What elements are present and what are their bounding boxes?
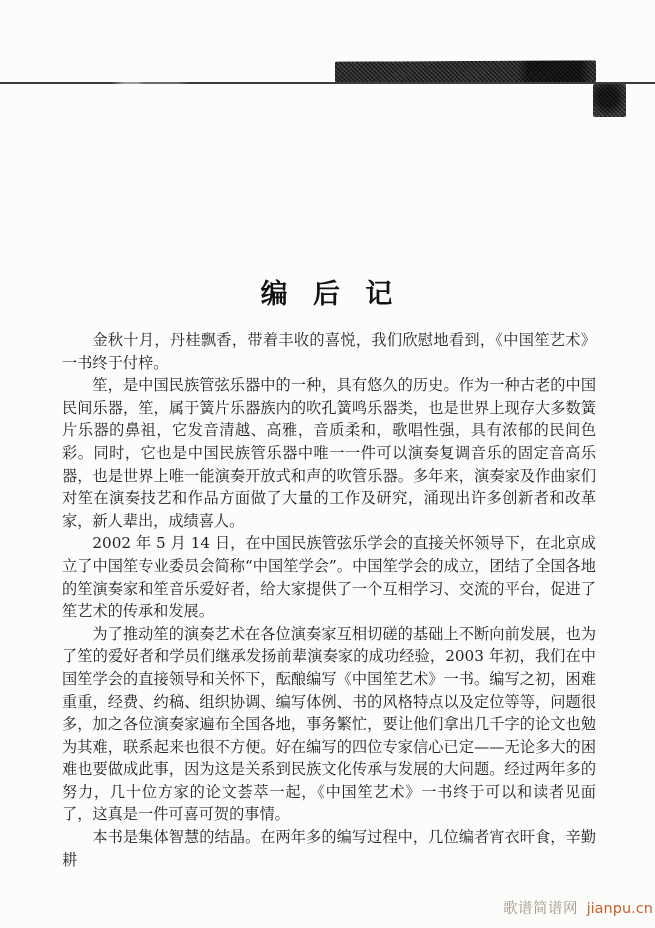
paragraph: 为了推动笙的演奏艺术在各位演奏家互相切磋的基础上不断向前发展，也为了笙的爱好者和学员们继承发扬前辈演奏家的成功经验，2003 年初，我们在中国笙学会的直接领导和关怀下，酝酿编写《中国笙艺术》一书。编写之初，困难重重，经费、约稿、组织协调、编写体例、书的风格特点以及定位等等，问题很多，加之各位演奏家遍布全国各地，事务繁忙，要让他们拿出几千字的论文也勉为其难，联系起来也很不方便。好在编写的四位专家信心已定——无论多大的困难也要做成此事，因为这是关系到民族文化传承与发展的大问题。经过两年多的努力，几十位方家的论文荟萃一起，《中国笙艺术》一书终于可以和读者见面了，这真是一件可喜可贺的事情。 bbox=[62, 624, 596, 824]
watermark-site-url: jianpu.cn bbox=[586, 901, 653, 917]
watermark-site-name: 歌谱简谱网 bbox=[503, 901, 578, 917]
paragraph: 笙，是中国民族管弦乐器中的一种，具有悠久的历史。作为一种古老的中国民间乐器，笙，属于簧片乐器族内的吹孔簧鸣乐器类，也是世界上现存大多数簧片乐器的鼻祖，它发音清越、高雅，音质柔和，歌唱性强，具有浓郁的民间色彩。同时，它也是中国民族管乐器中唯一一件可以演奏复调音乐的固定音高乐器，也是世界上唯一能演奏开放式和声的吹管乐器。多年来，演奏家及作曲家们对笙在演奏技艺和作品方面做了大量的工作及研究，涌现出许多创新者和改革家，新人辈出，成绩喜人。 bbox=[62, 376, 596, 530]
watermark bbox=[503, 897, 653, 918]
scan-smudge-block bbox=[593, 84, 626, 117]
paragraph: 金秋十月，丹桂飘香，带着丰收的喜悦，我们欣慰地看到，《中国笙艺术》一书终于付梓。 bbox=[62, 331, 596, 372]
scan-smudge-band bbox=[335, 60, 596, 83]
paragraph: 2002 年 5 月 14 日，在中国民族管弦乐学会的直接关怀领导下，在北京成立了中国笙专业委员会简称“中国笙学会”。中国笙学会的成立，团结了全国各地的笙演奏家和笙音乐爱好者，给大家提供了一个互相学习、交流的平台，促进了笙艺术的传承和发展。 bbox=[62, 534, 596, 621]
paragraph: 本书是集体智慧的结晶。在两年多的编写过程中，几位编者宵衣旰食，辛勤耕 bbox=[62, 828, 596, 869]
scan-rule-line bbox=[0, 82, 655, 84]
body-text bbox=[62, 329, 596, 871]
page-title: 编 后 记 bbox=[260, 279, 395, 310]
